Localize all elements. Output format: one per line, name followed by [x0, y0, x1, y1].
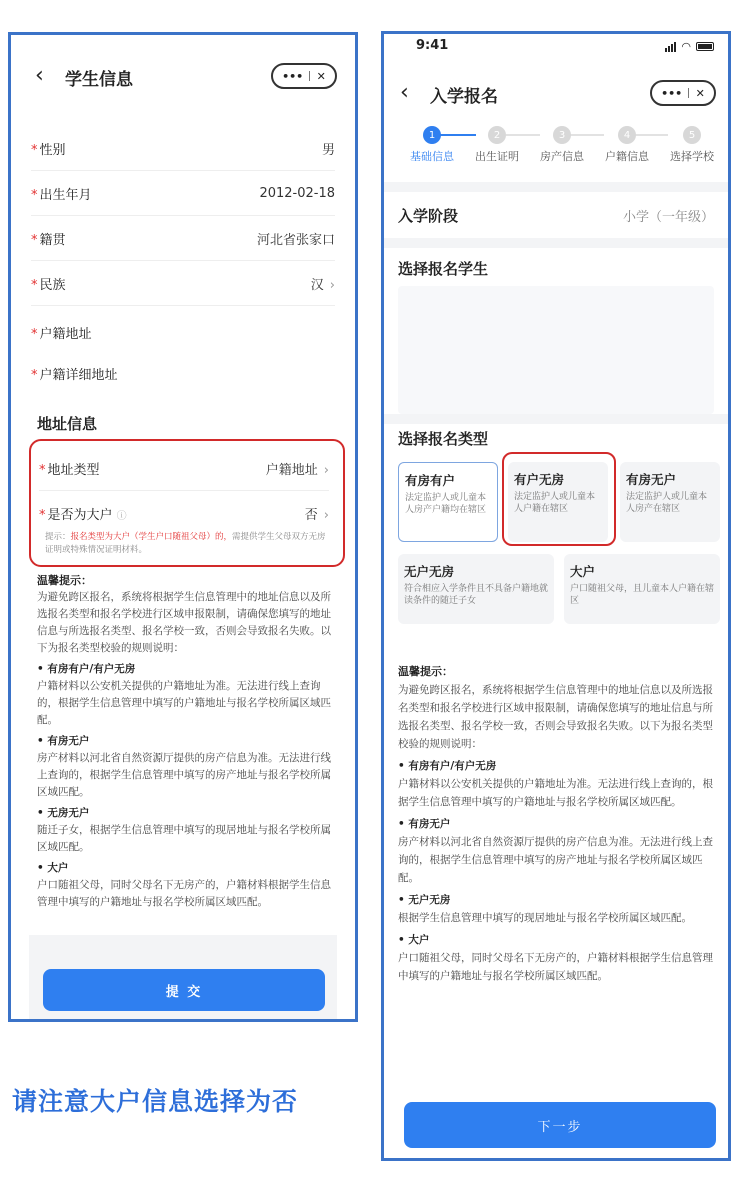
divider [384, 414, 728, 424]
tip-item-desc: 户籍材料以公安机关提供的户籍地址为准。无法进行线上查询的，根据学生信息管理中填写的户籍地址与报名学校所属区域匹配。 [37, 680, 331, 726]
tip-item-title: • 大户 [398, 934, 430, 946]
field-value: 2012-02-18 [259, 186, 335, 201]
type-card-fangyou-huyou[interactable]: 有房有户 法定监护人或儿童本人房产户籍均在辖区 [398, 462, 498, 542]
type-card-dahu[interactable]: 大户 户口随祖父母，且儿童本人户籍在辖区 [564, 554, 720, 624]
student-info-screen [8, 32, 358, 1022]
field-native-place[interactable]: * 籍贯 河北省张家口 [31, 217, 335, 261]
field-value: 户籍地址 [265, 463, 318, 478]
tips-intro: 为避免跨区报名，系统将根据学生信息管理中的地址信息以及所选报名类型和报名学校进行区域申报限制，请确保您填写的地址信息与所选报名类型、报名学校一致，否则会导致报名失败。以下为报名类型校验的规则说明： [398, 684, 713, 750]
tip-item-desc: 户口随祖父母，同时父母名下无房产的，户籍材料根据学生信息管理中填写的户籍地址与报名学校所属区域匹配。 [37, 879, 331, 908]
field-label: 籍贯 [39, 233, 66, 248]
tips-intro: 为避免跨区报名，系统将根据学生信息管理中的地址信息以及所选报名类型和报名学校进行区域申报限制，请确保您填写的地址信息与所选报名类型、报名学校一致，否则会导致报名失败。以下为报名类型校验的规则说明： [37, 591, 331, 654]
nav-bar [11, 51, 355, 101]
field-value: 河北省张家口 [256, 233, 335, 248]
back-icon[interactable]: ‹ [400, 80, 409, 105]
dahu-hint: 提示：报名类型为大户（学生户口随祖父母）的，需提供学生父母双方无房证明或特殊情况证明材料。 [45, 532, 326, 555]
field-gender[interactable]: * 性别 男 [31, 127, 335, 171]
stage-value: 小学（一年级） [622, 209, 714, 225]
type-card-fangyou-wuhu[interactable]: 有房无户 法定监护人或儿童本人房产在辖区 [620, 462, 720, 542]
tips-title: 温馨提示： [398, 665, 453, 678]
chevron-right-icon: › [323, 507, 329, 523]
address-section-title: 地址信息 [37, 415, 98, 433]
tip-item-desc: 户籍材料以公安机关提供的户籍地址为准。无法进行线上查询的，根据学生信息管理中填写的户籍地址与报名学校所属区域匹配。 [398, 778, 713, 808]
type-card-wuhu-wufang[interactable]: 无户无房 符合相应入学条件且不具备户籍地就读条件的随迁子女 [398, 554, 554, 624]
step-indicator [398, 126, 718, 178]
tip-item-title: • 有房有户/有户无房 [37, 663, 136, 675]
close-icon[interactable]: ✕ [316, 69, 326, 83]
highlight-box [29, 439, 345, 567]
tip-item-desc: 房产材料以河北省自然资源厅提供的房产信息为准。无法进行线上查询的，根据学生信息管理中填写的房产地址与报名学校所属区域匹配。 [37, 752, 331, 798]
battery-icon [696, 42, 714, 51]
step-5[interactable]: 5 选择学校 [662, 126, 722, 164]
field-label: 是否为大户 [47, 507, 113, 523]
chevron-right-icon: › [329, 278, 335, 293]
step-4[interactable]: 4 户籍信息 [597, 126, 657, 164]
field-address-type[interactable]: * 地址类型 户籍地址 › [39, 447, 329, 491]
field-value: 男 [321, 143, 335, 158]
close-icon[interactable]: ✕ [695, 86, 705, 100]
status-icons [665, 40, 714, 53]
tips-block [398, 660, 718, 985]
step-2[interactable]: 2 出生证明 [467, 126, 527, 164]
tips-title: 温馨提示： [37, 574, 92, 587]
field-ethnicity[interactable]: * 民族 汉 › [31, 262, 335, 306]
tips-block [37, 569, 337, 911]
tip-item-desc: 房产材料以河北省自然资源厅提供的房产信息为准。无法进行线上查询的，根据学生信息管理中填写的房产地址与报名学校所属区域匹配。 [398, 836, 713, 884]
field-label: 地址类型 [47, 463, 100, 478]
nav-bar [384, 68, 728, 118]
next-step-button[interactable]: 下一步 [404, 1102, 716, 1148]
enrollment-stage-row[interactable] [398, 192, 714, 238]
tip-item-desc: 根据学生信息管理中填写的现居地址与报名学校所属区域匹配。 [398, 912, 692, 924]
mini-program-capsule[interactable] [271, 63, 337, 89]
chevron-right-icon: › [323, 463, 329, 478]
enrollment-screen [381, 31, 731, 1161]
page-title: 学生信息 [65, 70, 133, 90]
field-label: 出生年月 [39, 188, 92, 203]
signal-icon [665, 42, 676, 52]
status-time: 9:41 [416, 38, 449, 53]
divider [384, 238, 728, 248]
mini-program-capsule[interactable] [650, 80, 716, 106]
tip-item-title: • 有房无户 [398, 818, 451, 830]
choose-type-title: 选择报名类型 [398, 430, 489, 448]
step-3[interactable]: 3 房产信息 [532, 126, 592, 164]
wifi-icon: ◠ [681, 40, 691, 53]
highlight-box [502, 452, 616, 546]
field-label: 户籍地址 [39, 326, 92, 342]
field-value: 汉 [310, 278, 324, 293]
field-hukou-address[interactable]: * 户籍地址 [31, 326, 92, 342]
stage-label: 入学阶段 [398, 206, 459, 225]
tip-item-desc: 随迁子女，根据学生信息管理中填写的现居地址与报名学校所属区域匹配。 [37, 824, 331, 853]
field-label: 民族 [39, 278, 66, 293]
tip-item-title: • 有房无户 [37, 735, 90, 747]
type-card-huyou-wufang[interactable]: 有户无房 法定监护人或儿童本人户籍在辖区 [508, 462, 608, 542]
divider [384, 182, 728, 192]
tip-item-title: • 无户无房 [398, 894, 451, 906]
field-hukou-detail-address[interactable]: * 户籍详细地址 [31, 367, 118, 383]
page-title: 入学报名 [430, 87, 498, 107]
field-label: 户籍详细地址 [39, 367, 118, 383]
step-1[interactable]: 1 基础信息 [402, 126, 462, 164]
field-label: 性别 [39, 143, 66, 158]
field-is-dahu[interactable]: * 是否为大户 ⓘ 否 › [39, 507, 329, 523]
more-icon[interactable]: ••• [282, 69, 304, 83]
more-icon[interactable]: ••• [661, 86, 683, 100]
tip-item-title: • 有房有户/有户无房 [398, 760, 497, 772]
instruction-caption: 请注意大户信息选择为否 [12, 1087, 299, 1116]
field-value: 否 [304, 507, 318, 523]
tip-item-title: • 无房无户 [37, 807, 90, 819]
field-birth-date[interactable]: * 出生年月 2012-02-18 [31, 172, 335, 216]
help-icon[interactable]: ⓘ [116, 510, 127, 522]
tip-item-title: • 大户 [37, 862, 69, 874]
student-list-area[interactable] [398, 286, 714, 414]
choose-student-title: 选择报名学生 [398, 260, 489, 278]
tip-item-desc: 户口随祖父母，同时父母名下无房产的，户籍材料根据学生信息管理中填写的户籍地址与报名学校所属区域匹配。 [398, 952, 713, 982]
back-icon[interactable]: ‹ [35, 63, 44, 88]
submit-button[interactable]: 提 交 [43, 969, 325, 1011]
